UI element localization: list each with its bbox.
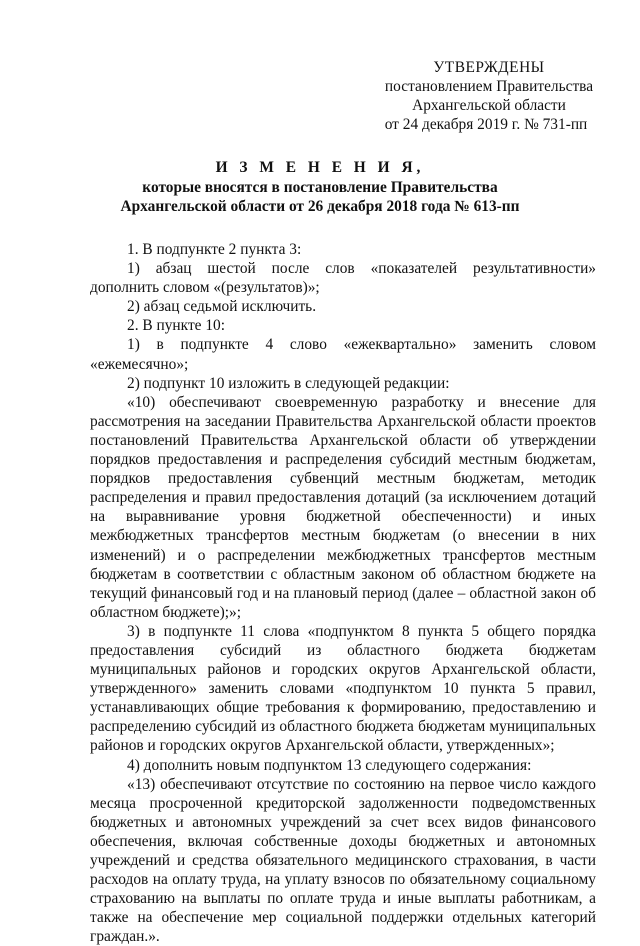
document-body [90, 240, 596, 946]
item-2-sub-3: 3) в подпункте 11 слова «подпунктом 8 пункта 5 общего порядка предоставления субсидий из областного бюджета бюджетам муниципальных районов и городских округов Архангельской области, утвержденного» заменить словами «подпунктом 10 пункта 5 правил, устанавливающих общие требования к формированию, предоставлению и распределению субсидий из областного бюджета бюджетам муниципальных районов и городских округов Архангельской области, утвержденных»; [90, 622, 596, 755]
document-subtitle-line-1: которые вносятся в постановление Правительства [142, 178, 498, 196]
approval-line-2: Архангельской области [412, 97, 566, 114]
document-heading [80, 158, 560, 217]
item-2-heading: 2. В пункте 10: [127, 317, 226, 335]
quoted-subitem-10: «10) обеспечивают своевременную разработку и внесение для рассмотрения на заседании Правительства Архангельской области проектов постановлений Правительства Архангельской области об утверждении порядков предоставления и распределения субсидий местным бюджетам, порядков предоставления субвенций местным бюджетам, методик распределения и правил предоставления дотаций (за исключением дотаций на выравнивание уровня бюджетной обеспеченности) и иных межбюджетных трансфертов местным бюджетам (о внесении в них изменений) и о распределении межбюджетных трансфертов местным бюджетам в соответствии с областным законом об областном бюджете на текущий финансовый год и на плановый период (далее – областной закон об областном бюджете);»; [90, 393, 596, 621]
item-1-sub-1: 1) абзац шестой после слов «показателей результативности» дополнить словом «(результатов)»; [90, 260, 596, 297]
document-title: И З М Е Н Е Н И Я, [215, 159, 425, 176]
approval-date-line: от 24 декабря 2019 г. № 731-пп [384, 116, 588, 133]
approval-block [380, 58, 598, 134]
document-subtitle-line-2: Архангельской области от 26 декабря 2018 года № 613-пп [120, 198, 520, 215]
approval-line-1: постановлением Правительства [384, 78, 594, 95]
quoted-subitem-13: «13) обеспечивают отсутствие по состоянию на первое число каждого месяца просроченной кредиторской задолженности подведомственных бюджетных и автономных учреждений за счет всех видов финансового обеспечения, включая собственные доходы бюджетных и автономных учреждений и средства обязательного медицинского страхования, в части расходов на оплату труда, на уплату взносов по обязательному социальному страхованию на выплаты по оплате труда и иные выплаты работникам, а также на обеспечение мер социальной поддержки отдельных категорий граждан.». [90, 775, 596, 946]
approval-title: УТВЕРЖДЕНЫ [433, 59, 545, 76]
item-2-sub-2: 2) подпункт 10 изложить в следующей редакции: [127, 374, 450, 392]
item-1-sub-2: 2) абзац седьмой исключить. [127, 298, 317, 316]
item-2-sub-4: 4) дополнить новым подпунктом 13 следующего содержания: [127, 756, 532, 774]
item-2-sub-1: 1) в подпункте 4 слово «ежеквартально» заменить словом «ежемесячно»; [90, 336, 596, 373]
item-1-heading: 1. В подпункте 2 пункта 3: [127, 241, 302, 258]
